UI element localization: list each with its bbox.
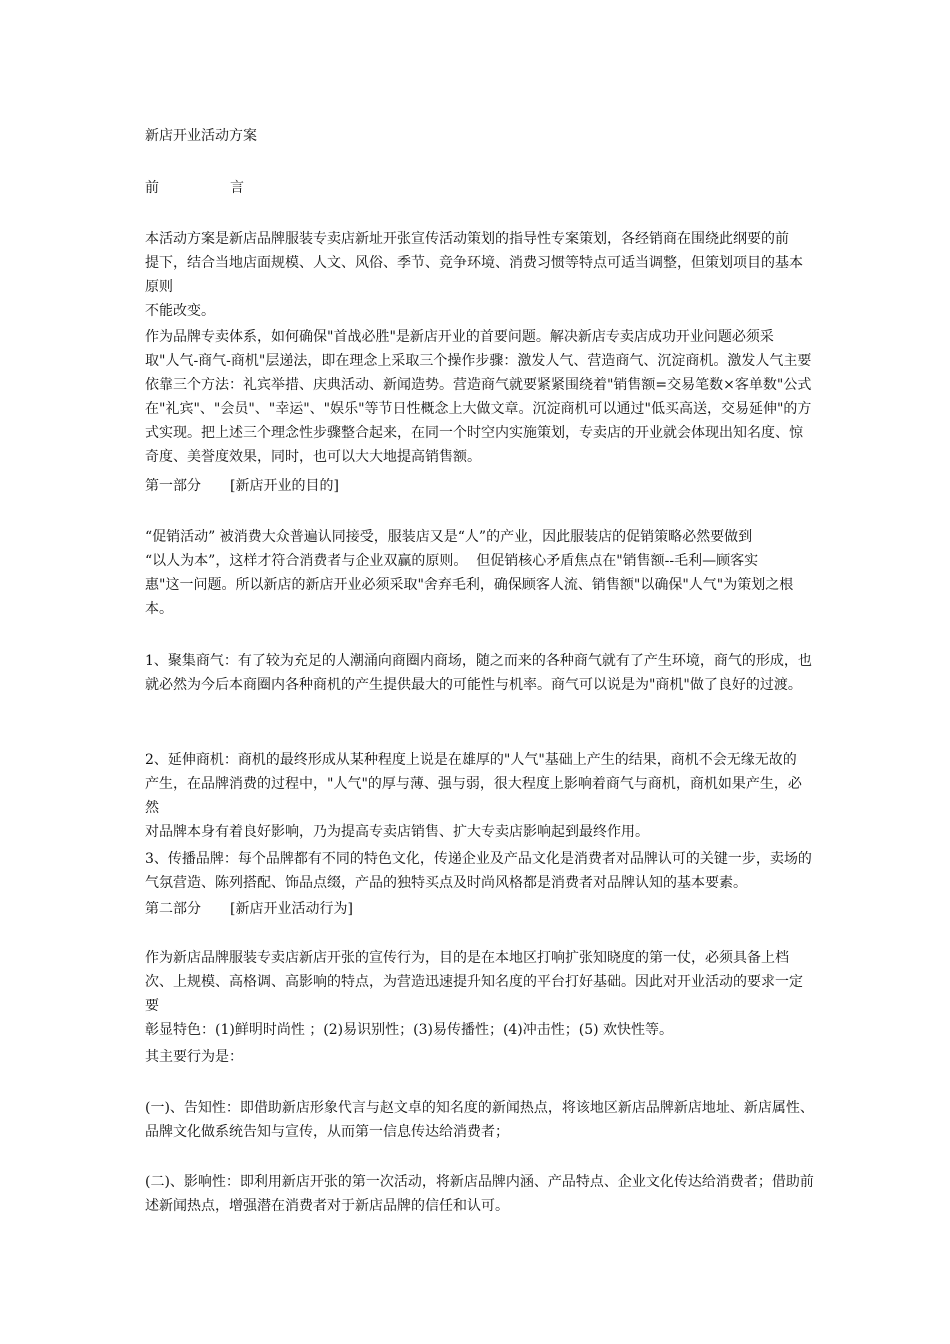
section-title: [新店开业的目的] [230,478,339,494]
paragraph-purpose: “促销活动” 被消费大众普遍认同接受，服装店又是“人”的产业，因此服装店的促销策略必然要做到 “以人为本”，这样才符合消费者与企业双赢的原则。 但促销核心矛盾焦点在"销售额--毛利—顾客实 惠"这一问题。所以新店的新店开业必须采取"舍弃毛利，确保顾客人流、销售额"以确保"人气"为策划之根 本。 [145,529,794,617]
paragraph-strategy: 作为品牌专卖体系，如何确保"首战必胜"是新店开业的首要问题。解决新店专卖店成功开业问题必须采 取"人气-商气-商机"层递法，即在理念上采取三个操作步骤：激发人气、营造商气、沉淀商机。激发人气主要 依靠三个方法：礼宾举措、庆典活动、新闻造势。营造商气就要紧紧围绕着"销售额=交易笔数×客单数"公式 在"礼宾"、"会员"、"幸运"、"娱乐"等节日性概念上大做文章。沉淀商机可以通过"低买高送，交易延伸"的方 式实现。把上述三个理念性步骤整合起来，在同一个时空内实施策划，专卖店的开业就会体现出知名度、惊 奇度、美誉度效果，同时，也可以大大地提高销售额。 [145,329,812,465]
paragraph-point-3: 3、传播品牌：每个品牌都有不同的特色文化，传递企业及产品文化是消费者对品牌认可的关键一步，卖场的 气氛营造、陈列搭配、饰品点缀，产品的独特买点及时尚风格都是消费者对品牌认知的基本要素。 [145,851,812,891]
paragraph-action-2: (二)、影响性：即利用新店开张的第一次活动，将新店品牌内涵、产品特点、企业文化传达给消费者；借助前 述新闻热点，增强潜在消费者对于新店品牌的信任和认可。 [145,1174,814,1214]
paragraph-action-1: (一)、告知性：即借助新店形象代言与赵文卓的知名度的新闻热点，将该地区新店品牌新店地址、新店属性、 品牌文化做系统告知与宣传，从而第一信息传达给消费者； [145,1100,814,1140]
section-title: [新店开业活动行为] [230,901,353,917]
preface-heading-right: 言 [230,180,244,196]
preface-heading [145,176,815,200]
preface-heading-left: 前 [145,180,159,196]
document-title: 新店开业活动方案 [145,128,257,144]
paragraph-point-1: 1、聚集商气：有了较为充足的人潮涌向商圈内商场，随之而来的各种商气就有了产生环境，商气的形成，也 就必然为今后本商圈内各种商机的产生提供最大的可能性与机率。商气可以说是为"商机"做了良好的过渡。 [145,653,812,693]
paragraph-point-2: 2、延伸商机：商机的最终形成从某种程度上说是在雄厚的"人气"基础上产生的结果，商机不会无缘无故的 产生，在品牌消费的过程中，"人气"的厚与薄、强与弱，很大程度上影响着商气与商机，商机如果产生，必然 对品牌本身有着良好影响，乃为提高专卖店销售、扩大专卖店影响起到最终作用。 [145,752,802,840]
section-label: 第二部分 [145,901,201,917]
paragraph-main-actions: 其主要行为是： [145,1049,243,1065]
paragraph-intro: 本活动方案是新店品牌服装专卖店新址开张宣传活动策划的指导性专案策划，各经销商在围绕此纲要的前 提下，结合当地店面规模、人文、风俗、季节、竞争环境、消费习惯等特点可适当调整，但策划项目的基本原则 不能改变。 [145,231,803,319]
paragraph-activity: 作为新店品牌服装专卖店新店开张的宣传行为，目的是在本地区打响扩张知晓度的第一仗，必须具备上档 次、上规模、高格调、高影响的特点，为营造迅速提升知名度的平台打好基础。因此对开业活动的要求一定要 彰显特色：(1)鲜明时尚性 ；(2)易识别性；(3)易传播性；(4)冲击性；(5) 欢快性等。 [145,950,803,1038]
section-heading-part2 [145,897,815,921]
section-heading-part1 [145,474,815,498]
section-label: 第一部分 [145,478,201,494]
